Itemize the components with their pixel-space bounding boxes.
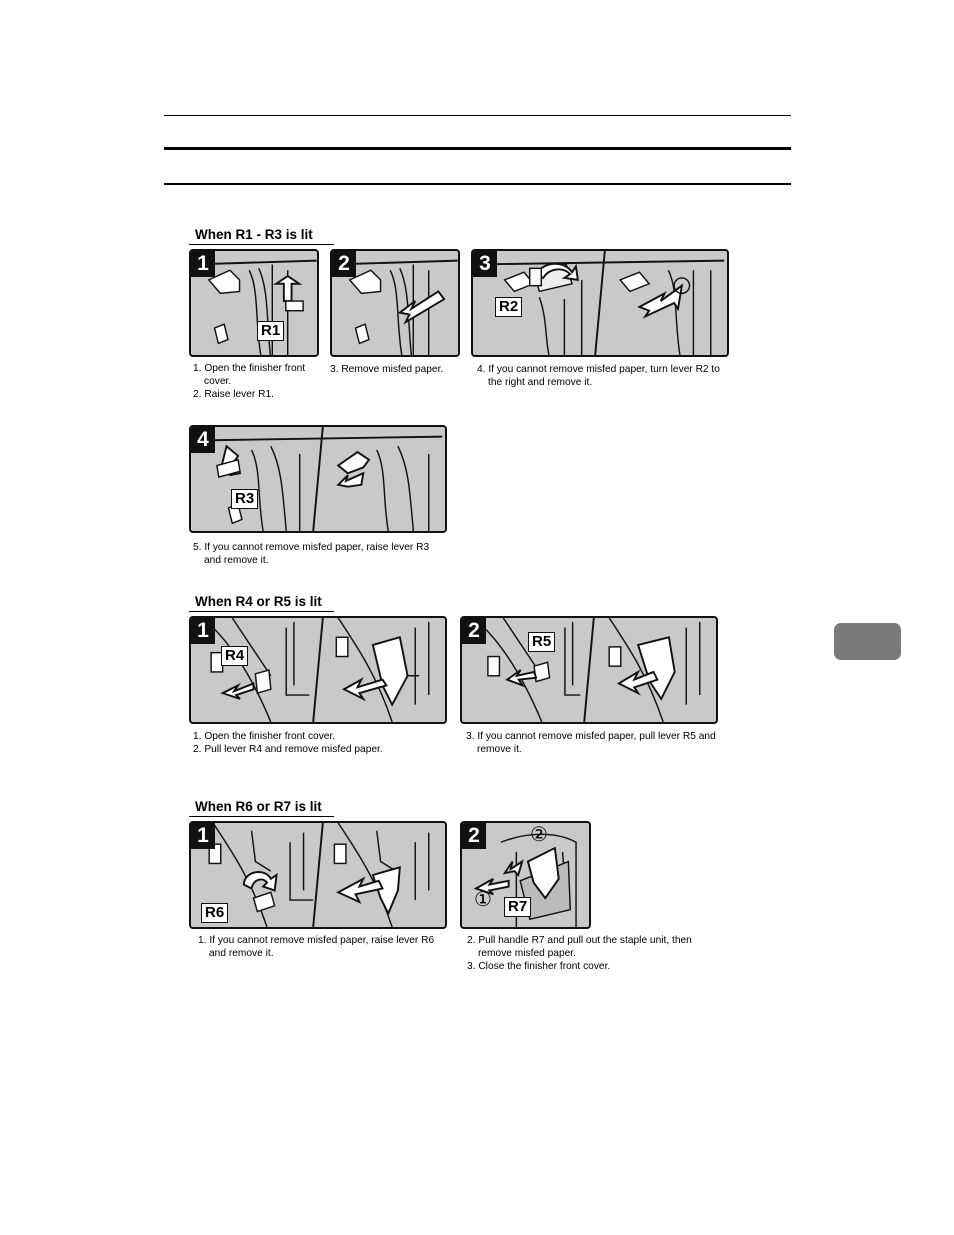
section-heading-r1-r3: When R1 - R3 is lit [189, 227, 334, 245]
step-number: 2 [462, 823, 486, 849]
caption [330, 363, 470, 376]
caption-line: 2. Raise lever R1. [193, 389, 274, 400]
finisher-illustration [191, 618, 445, 722]
caption [466, 730, 716, 756]
caption [193, 730, 453, 756]
title-rule-bottom [164, 183, 791, 185]
caption [198, 934, 448, 960]
step-number: 3 [473, 251, 497, 277]
handle-callout: R7 [504, 897, 531, 917]
step-number: 1 [191, 618, 215, 644]
caption-line: 1. If you cannot remove misfed paper, raise lever R6 and remove it. [198, 935, 435, 959]
circled-number-one: ① [474, 889, 492, 911]
step-illustration [189, 616, 447, 724]
caption-line: 2. Pull handle R7 and pull out the staple unit, then remove misfed paper. [467, 935, 692, 959]
caption-line: 3. Remove misfed paper. [330, 364, 444, 375]
caption-line: 2. Pull lever R4 and remove misfed paper. [193, 744, 383, 755]
caption-line: 4. If you cannot remove misfed paper, turn lever R2 to the right and remove it. [477, 364, 720, 388]
step-illustration [471, 249, 729, 357]
caption [193, 541, 443, 567]
step-number: 1 [191, 823, 215, 849]
title-rule-top [164, 147, 791, 150]
step-illustration [189, 425, 447, 533]
caption-line: 1. Open the finisher front cover. [193, 363, 306, 387]
step-illustration [330, 249, 460, 357]
section-heading-r6-r7: When R6 or R7 is lit [189, 799, 334, 817]
step-illustration [189, 821, 447, 929]
caption-line: 5. If you cannot remove misfed paper, raise lever R3 and remove it. [193, 542, 430, 566]
step-illustration [189, 249, 319, 357]
lever-callout: R4 [221, 646, 248, 666]
step-number: 4 [191, 427, 215, 453]
finisher-illustration [191, 427, 445, 531]
lever-callout: R2 [495, 297, 522, 317]
caption-line: 3. If you cannot remove misfed paper, pull lever R5 and remove it. [466, 731, 716, 755]
caption [477, 363, 727, 389]
step-illustration [460, 616, 718, 724]
finisher-illustration [191, 823, 445, 927]
lever-callout: R5 [528, 632, 555, 652]
caption [193, 362, 323, 401]
step-illustration [460, 821, 591, 929]
chapter-tab [834, 623, 901, 660]
section-heading-r4-r5: When R4 or R5 is lit [189, 594, 334, 612]
caption [467, 934, 697, 973]
caption-line: 3. Close the finisher front cover. [467, 961, 611, 972]
lever-callout: R3 [231, 489, 258, 509]
caption-line: 1. Open the finisher front cover. [193, 731, 336, 742]
step-number: 1 [191, 251, 215, 277]
circled-number-two: ② [530, 824, 548, 846]
header-rule [164, 115, 791, 116]
lever-callout: R6 [201, 903, 228, 923]
step-number: 2 [462, 618, 486, 644]
lever-callout: R1 [257, 321, 284, 341]
step-number: 2 [332, 251, 356, 277]
finisher-illustration [462, 618, 716, 722]
